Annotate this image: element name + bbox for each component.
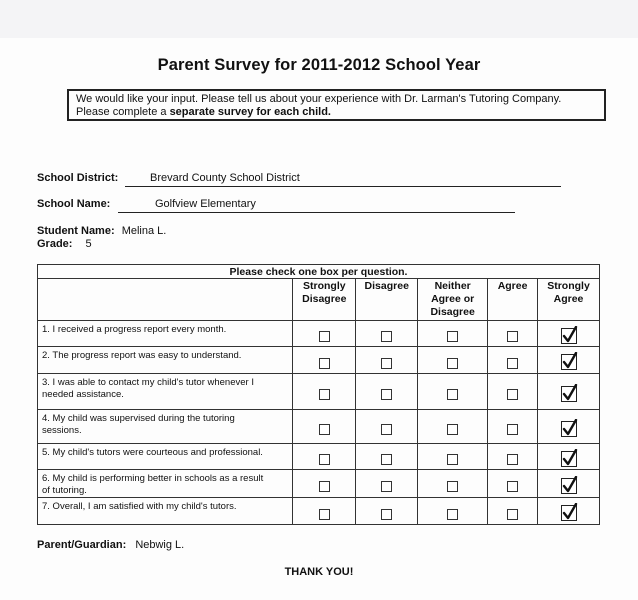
answer-cell-disagree — [356, 498, 418, 525]
question-text — [38, 410, 293, 444]
grade-label: Grade: — [37, 238, 73, 250]
answer-cell-agree — [488, 321, 538, 347]
empty-checkbox[interactable] — [381, 481, 392, 492]
checked-checkbox[interactable] — [561, 386, 577, 402]
answer-cell-agree — [488, 444, 538, 470]
checkmark-icon — [561, 476, 579, 496]
checkmark-icon — [561, 449, 579, 469]
school-name-value: Golfview Elementary — [155, 198, 256, 210]
answer-cell-strongly-disagree — [293, 347, 356, 374]
answer-cell-disagree — [356, 347, 418, 374]
empty-checkbox[interactable] — [447, 358, 458, 369]
grade-row — [37, 238, 92, 250]
table-row — [38, 374, 600, 410]
empty-checkbox[interactable] — [381, 358, 392, 369]
answer-cell-neither — [418, 470, 488, 498]
column-header-row — [38, 279, 600, 321]
checked-checkbox[interactable] — [561, 451, 577, 467]
answer-cell-neither — [418, 498, 488, 525]
checkmark-icon — [561, 419, 579, 439]
question-text — [38, 347, 293, 374]
empty-checkbox[interactable] — [319, 389, 330, 400]
empty-checkbox[interactable] — [319, 454, 330, 465]
empty-checkbox[interactable] — [381, 509, 392, 520]
answer-cell-agree — [488, 498, 538, 525]
answer-cell-strongly-agree — [538, 444, 600, 470]
intro-line-1: We would like your input. Please tell us about your experience with Dr. Larman's Tutoring Company. — [76, 93, 562, 105]
column-header-neither — [418, 279, 488, 321]
checkmark-icon — [561, 352, 579, 372]
school-district-row — [37, 172, 118, 184]
answer-cell-neither — [418, 321, 488, 347]
column-header-strongly-disagree — [293, 279, 356, 321]
table-row — [38, 347, 600, 374]
student-name-row — [37, 225, 166, 237]
empty-checkbox[interactable] — [447, 424, 458, 435]
answer-cell-strongly-agree — [538, 321, 600, 347]
thank-you-text: THANK YOU! — [284, 566, 354, 578]
student-name-value: Melina L. — [121, 225, 167, 237]
answer-cell-disagree — [356, 321, 418, 347]
page-title: Parent Survey for 2011-2012 School Year — [157, 56, 481, 74]
column-header-line: Strongly — [547, 280, 590, 292]
school-name-label: School Name: — [37, 198, 111, 210]
empty-checkbox[interactable] — [447, 454, 458, 465]
answer-cell-strongly-agree — [538, 347, 600, 374]
table-banner: Please check one box per question. — [38, 265, 600, 279]
column-header-line: Disagree — [364, 280, 409, 292]
answer-cell-neither — [418, 374, 488, 410]
question-line: 7. Overall, I am satisfied with my child's tutors. — [42, 501, 237, 512]
intro-box — [67, 89, 606, 121]
answer-cell-strongly-disagree — [293, 470, 356, 498]
answer-cell-disagree — [356, 444, 418, 470]
column-header-disagree — [356, 279, 418, 321]
answer-cell-agree — [488, 410, 538, 444]
empty-checkbox[interactable] — [319, 331, 330, 342]
empty-checkbox[interactable] — [381, 424, 392, 435]
empty-checkbox[interactable] — [507, 424, 518, 435]
column-header-strongly-agree — [538, 279, 600, 321]
question-rows — [38, 321, 600, 525]
answer-cell-strongly-agree — [538, 410, 600, 444]
checkmark-icon — [561, 384, 579, 404]
empty-checkbox[interactable] — [507, 358, 518, 369]
question-line: 1. I received a progress report every month. — [42, 324, 227, 335]
column-header-line: Neither — [434, 280, 471, 292]
column-header-agree — [488, 279, 538, 321]
checked-checkbox[interactable] — [561, 354, 577, 370]
scan-edge — [0, 0, 638, 38]
parent-guardian-label: Parent/Guardian: — [37, 539, 127, 551]
checkmark-icon — [561, 503, 579, 523]
answer-cell-disagree — [356, 470, 418, 498]
empty-checkbox[interactable] — [381, 331, 392, 342]
table-row — [38, 410, 600, 444]
answer-cell-strongly-agree — [538, 470, 600, 498]
question-line: sessions. — [42, 425, 82, 436]
question-line: of tutoring. — [42, 485, 87, 496]
empty-checkbox[interactable] — [507, 454, 518, 465]
empty-checkbox[interactable] — [507, 331, 518, 342]
checked-checkbox[interactable] — [561, 478, 577, 494]
parent-guardian-row — [37, 539, 184, 551]
intro-line-2-bold: separate survey for each child. — [169, 106, 331, 118]
intro-line-2 — [76, 106, 604, 119]
empty-checkbox[interactable] — [381, 389, 392, 400]
answer-cell-strongly-disagree — [293, 498, 356, 525]
question-text — [38, 374, 293, 410]
column-header-line: Disagree — [430, 306, 475, 318]
question-line: needed assistance. — [42, 389, 124, 400]
school-district-value: Brevard County School District — [150, 172, 300, 184]
answer-cell-strongly-disagree — [293, 444, 356, 470]
answer-cell-strongly-disagree — [293, 321, 356, 347]
intro-line-2-prefix: Please complete a — [76, 106, 170, 118]
parent-guardian-value: Nebwig L. — [135, 539, 185, 551]
empty-checkbox[interactable] — [319, 481, 330, 492]
empty-checkbox[interactable] — [507, 509, 518, 520]
grade-value: 5 — [85, 238, 92, 250]
school-name-row — [37, 198, 110, 210]
answer-cell-neither — [418, 444, 488, 470]
question-column-header — [38, 279, 293, 321]
table-row — [38, 321, 600, 347]
school-district-label: School District: — [37, 172, 119, 184]
answer-cell-agree — [488, 470, 538, 498]
answer-cell-strongly-agree — [538, 374, 600, 410]
question-text — [38, 498, 293, 525]
empty-checkbox[interactable] — [507, 481, 518, 492]
checked-checkbox[interactable] — [561, 505, 577, 521]
question-line: 4. My child was supervised during the tutoring — [42, 413, 235, 424]
question-text — [38, 470, 293, 498]
student-name-label: Student Name: — [37, 225, 115, 237]
table-row — [38, 470, 600, 498]
question-text — [38, 444, 293, 470]
question-line: 3. I was able to contact my child's tutor whenever I — [42, 377, 254, 388]
checkmark-icon — [561, 326, 579, 346]
column-header-line: Agree — [497, 280, 528, 292]
question-line: 6. My child is performing better in schools as a result — [42, 473, 264, 484]
answer-cell-neither — [418, 410, 488, 444]
table-row — [38, 498, 600, 525]
answer-cell-strongly-disagree — [293, 374, 356, 410]
school-district-field[interactable] — [125, 172, 561, 187]
column-header-line: Agree — [553, 293, 584, 305]
survey-table — [37, 264, 600, 525]
empty-checkbox[interactable] — [447, 331, 458, 342]
answer-cell-agree — [488, 374, 538, 410]
column-header-line: Disagree — [302, 293, 347, 305]
table-row — [38, 444, 600, 470]
question-text — [38, 321, 293, 347]
answer-cell-agree — [488, 347, 538, 374]
answer-cell-strongly-agree — [538, 498, 600, 525]
empty-checkbox[interactable] — [447, 481, 458, 492]
question-line: 2. The progress report was easy to understand. — [42, 350, 242, 361]
column-header-line: Agree or — [431, 293, 475, 305]
checked-checkbox[interactable] — [561, 421, 577, 437]
column-header-line: Strongly — [303, 280, 346, 292]
answer-cell-disagree — [356, 410, 418, 444]
empty-checkbox[interactable] — [447, 389, 458, 400]
empty-checkbox[interactable] — [319, 424, 330, 435]
answer-cell-neither — [418, 347, 488, 374]
answer-cell-disagree — [356, 374, 418, 410]
empty-checkbox[interactable] — [381, 454, 392, 465]
empty-checkbox[interactable] — [447, 509, 458, 520]
empty-checkbox[interactable] — [319, 509, 330, 520]
checked-checkbox[interactable] — [561, 328, 577, 344]
empty-checkbox[interactable] — [319, 358, 330, 369]
school-name-field[interactable] — [118, 198, 515, 213]
question-line: 5. My child's tutors were courteous and professional. — [42, 447, 263, 458]
empty-checkbox[interactable] — [507, 389, 518, 400]
answer-cell-strongly-disagree — [293, 410, 356, 444]
